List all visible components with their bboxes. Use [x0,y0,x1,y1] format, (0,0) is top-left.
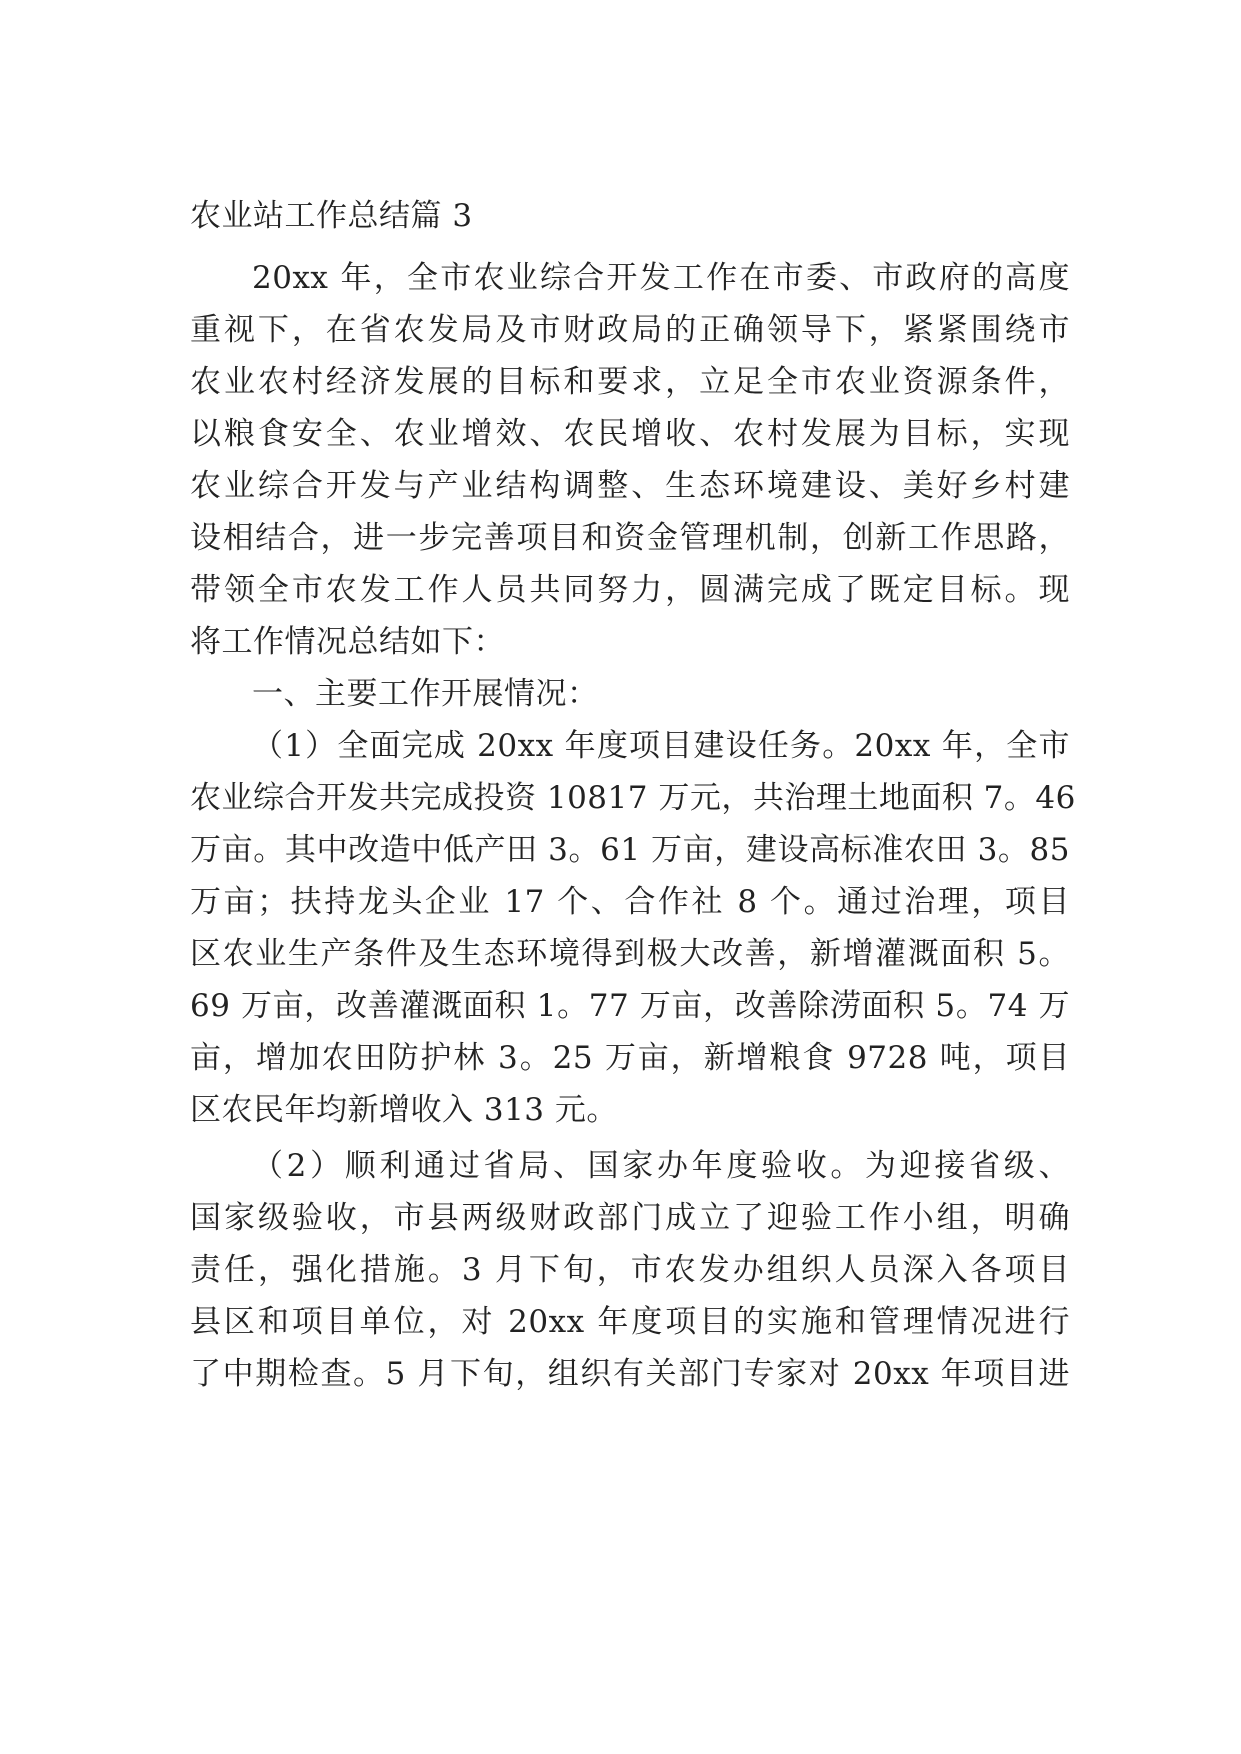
paragraph-line: 重视下，在省农发局及市财政局的正确领导下，紧紧围绕市 [190,312,1070,348]
paragraph-line: 将工作情况总结如下： [190,624,505,660]
paragraph-line: 县区和项目单位，对 20xx 年度项目的实施和管理情况进行 [190,1304,1070,1340]
paragraph-line: 以粮食安全、农业增效、农民增收、农村发展为目标，实现 [190,416,1070,452]
paragraph-line: 农业综合开发与产业结构调整、生态环境建设、美好乡村建 [190,468,1070,504]
paragraph-line: 了中期检查。5 月下旬，组织有关部门专家对 20xx 年项目进 [190,1356,1070,1392]
paragraph-line: 国家级验收，市县两级财政部门成立了迎验工作小组，明确 [190,1200,1070,1236]
paragraph-line: 农业农村经济发展的目标和要求，立足全市农业资源条件， [190,364,1070,400]
paragraph-line: 万亩；扶持龙头企业 17 个、合作社 8 个。通过治理，项目 [190,884,1070,920]
paragraph-line: 带领全市农发工作人员共同努力，圆满完成了既定目标。现 [190,572,1070,608]
paragraph-line: 亩，增加农田防护林 3。25 万亩，新增粮食 9728 吨，项目 [190,1040,1070,1076]
paragraph-line: 责任，强化措施。3 月下旬，市农发办组织人员深入各项目 [190,1252,1070,1288]
paragraph-line: 设相结合，进一步完善项目和资金管理机制，创新工作思路， [190,520,1070,556]
document-title: 农业站工作总结篇 3 [190,198,473,234]
paragraph-line: 万亩。其中改造中低产田 3。61 万亩，建设高标准农田 3。85 [190,832,1070,868]
paragraph-line: 区农业生产条件及生态环境得到极大改善，新增灌溉面积 5。 [190,936,1070,972]
paragraph-line: 69 万亩，改善灌溉面积 1。77 万亩，改善除涝面积 5。74 万 [190,988,1070,1024]
paragraph-line: 20xx 年，全市农业综合开发工作在市委、市政府的高度 [252,260,1070,296]
paragraph-line: 区农民年均新增收入 313 元。 [190,1092,618,1128]
section-heading: 一、主要工作开展情况： [252,676,599,712]
paragraph-line: （2）顺利通过省局、国家办年度验收。为迎接省级、 [252,1148,1070,1184]
paragraph-line: （1）全面完成 20xx 年度项目建设任务。20xx 年，全市 [252,728,1070,764]
paragraph-line: 农业综合开发共完成投资 10817 万元，共治理土地面积 7。46 [190,780,1076,816]
